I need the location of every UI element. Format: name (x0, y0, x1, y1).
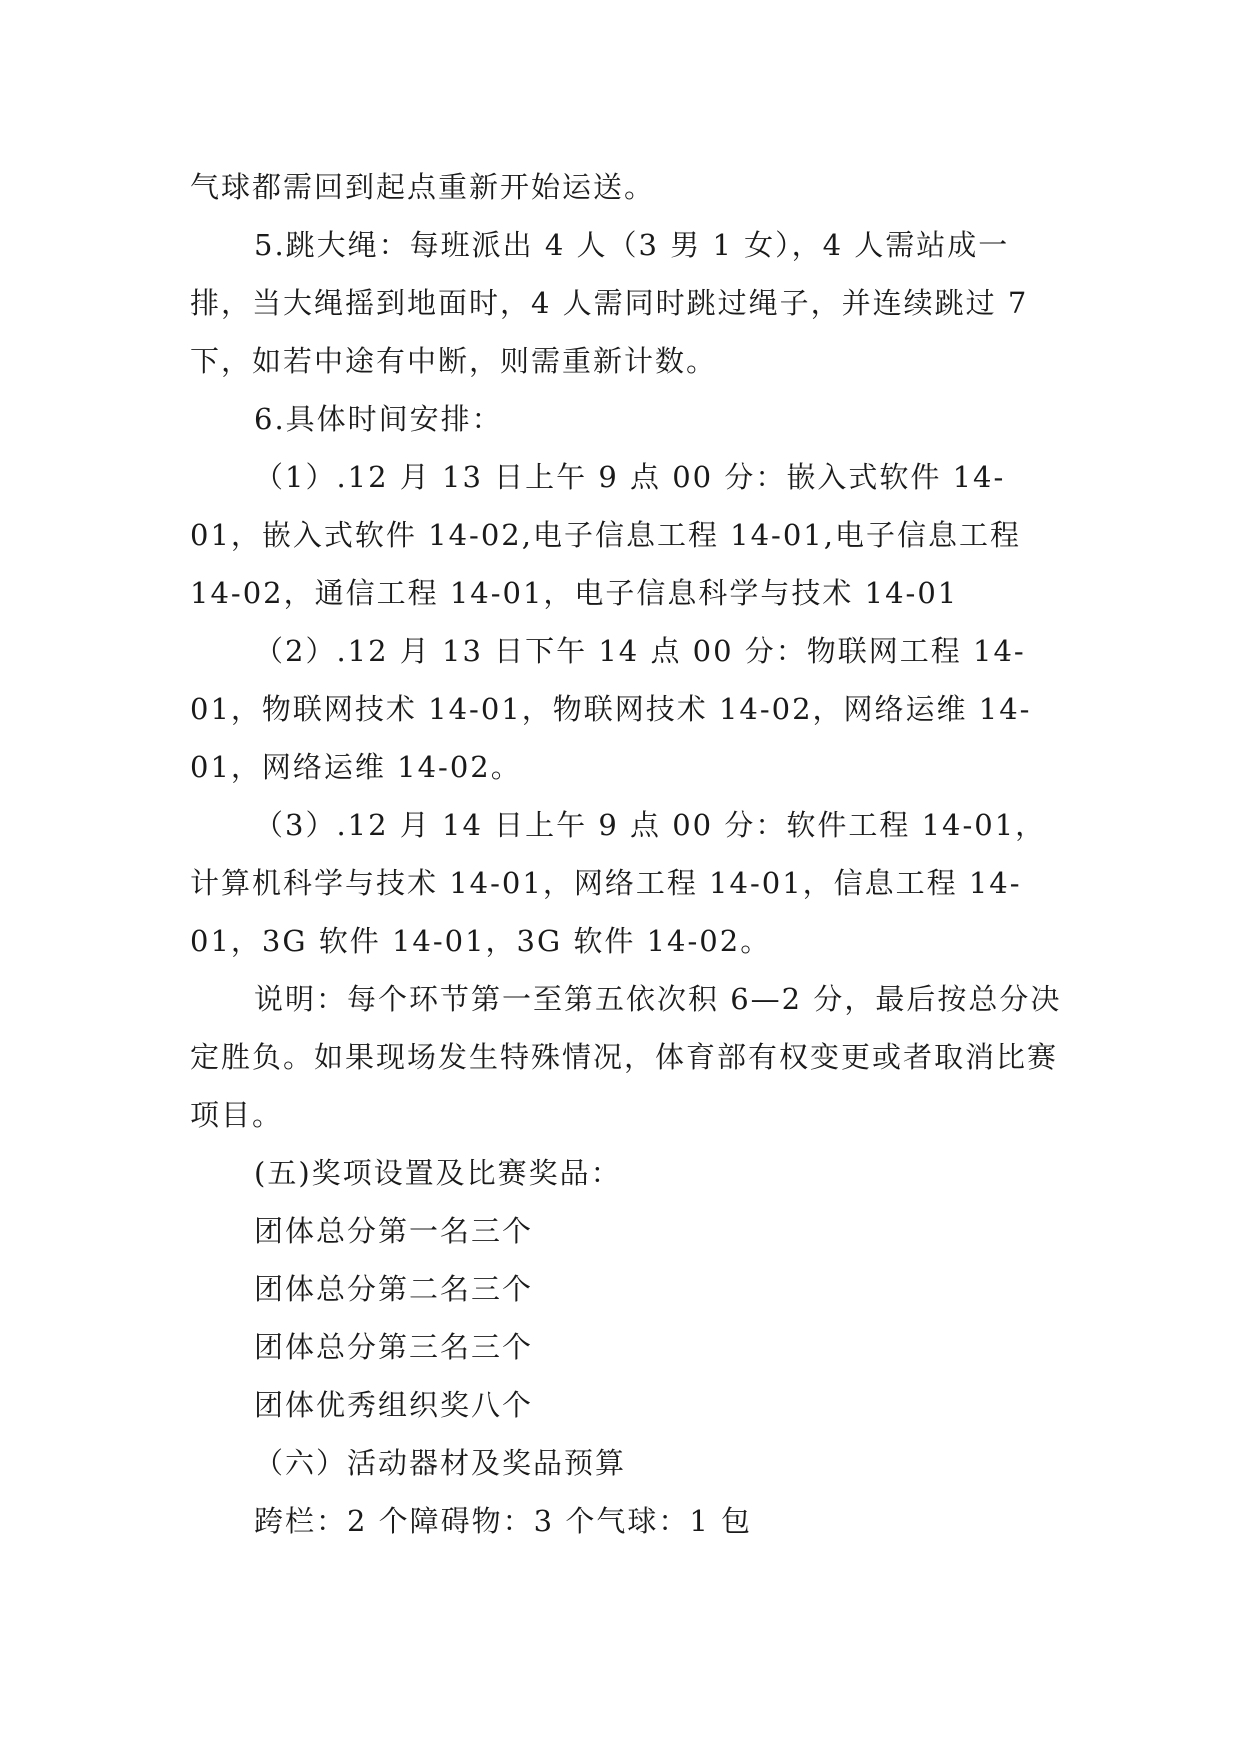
paragraph-budget-title: （六）活动器材及奖品预算 (254, 1446, 627, 1480)
paragraph-award-1: 团体总分第一名三个 (254, 1214, 534, 1248)
paragraph-schedule-title: 6.具体时间安排： (254, 402, 503, 436)
paragraph-schedule-1: （1）.12 月 13 日上午 9 点 00 分：嵌入式软件 14-01，嵌入式软件 14-02,电子信息工程 14-01,电子信息工程 14-02，通信工程 14-01，电子信息科学与技术 14-01 (190, 460, 1021, 610)
paragraph-note: 说明：每个环节第一至第五依次积 6—2 分，最后按总分决定胜负。如果现场发生特殊情况，体育部有权变更或者取消比赛项目。 (190, 982, 1062, 1132)
paragraph-schedule-3: （3）.12 月 14 日上午 9 点 00 分：软件工程 14-01，计算机科学与技术 14-01，网络工程 14-01，信息工程 14-01，3G 软件 14-01，3G 软件 14-02。 (190, 808, 1047, 958)
paragraph-budget-hurdle: 跨栏：2 个障碍物：3 个气球：1 包 (254, 1504, 753, 1538)
paragraph-balloon-continuation: 气球都需回到起点重新开始运送。 (190, 170, 656, 204)
paragraph-schedule-2: （2）.12 月 13 日下午 14 点 00 分：物联网工程 14-01，物联网技术 14-01，物联网技术 14-02，网络运维 14-01，网络运维 14-02。 (190, 634, 1032, 784)
paragraph-rope-jump: 5.跳大绳：每班派出 4 人（3 男 1 女），4 人需站成一排，当大绳摇到地面时，4 人需同时跳过绳子，并连续跳过 7 下，如若中途有中断，则需重新计数。 (190, 228, 1029, 378)
paragraph-award-2: 团体总分第二名三个 (254, 1272, 534, 1306)
document-body (190, 158, 1070, 1550)
paragraph-award-3: 团体总分第三名三个 (254, 1330, 534, 1364)
paragraph-awards-title: (五)奖项设置及比赛奖品： (254, 1156, 622, 1190)
paragraph-award-4: 团体优秀组织奖八个 (254, 1388, 534, 1422)
